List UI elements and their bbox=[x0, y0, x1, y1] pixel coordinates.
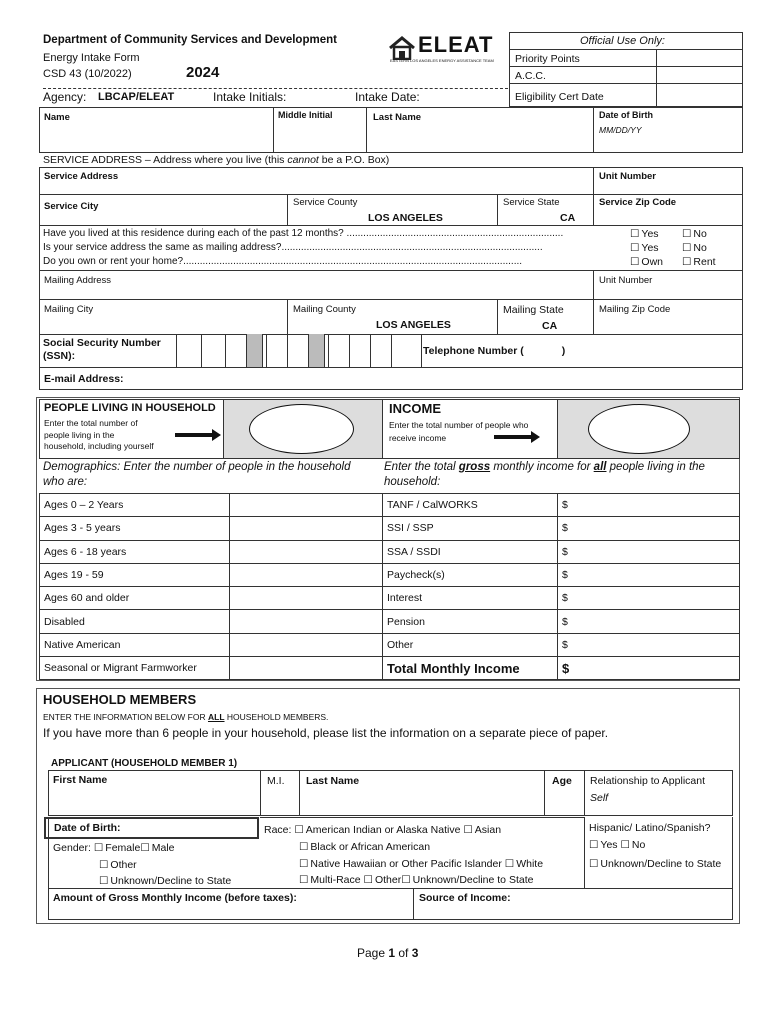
service-address-label: Service Address bbox=[44, 171, 119, 182]
hispanic-yes-checkbox[interactable]: ☐ Yes bbox=[589, 839, 618, 851]
service-address-intro: SERVICE ADDRESS – Address where you live (this cannot be a P.O. Box) bbox=[43, 154, 390, 166]
form-code: CSD 43 (10/2022) bbox=[43, 68, 132, 80]
race-pacific-islander-checkbox[interactable]: ☐ Native Hawaiian or Other Pacific Islander bbox=[299, 858, 502, 870]
priority-points-value[interactable] bbox=[656, 49, 743, 67]
female-checkbox[interactable]: ☐ Female bbox=[94, 842, 140, 854]
service-county-label: Service County bbox=[293, 197, 358, 208]
table-row bbox=[40, 540, 383, 563]
table-row bbox=[383, 633, 740, 656]
mailing-city-label: Mailing City bbox=[44, 304, 94, 315]
priority-points-cell[interactable] bbox=[509, 49, 657, 67]
agency-line bbox=[43, 88, 508, 89]
income-amount-input[interactable]: $ bbox=[558, 540, 740, 563]
race-unknown-checkbox[interactable]: ☐ Unknown/Decline to State bbox=[401, 874, 533, 886]
demographic-label: Ages 6 - 18 years bbox=[40, 540, 230, 563]
demographic-count-input[interactable] bbox=[230, 610, 383, 633]
question-residence: Have you lived at this residence during each of the past 12 months? .............................................................................. bbox=[43, 228, 564, 239]
members-instruction: ENTER THE INFORMATION BELOW FOR ALL HOUSEHOLD MEMBERS. bbox=[43, 712, 329, 722]
race-top-border bbox=[260, 817, 584, 818]
email-field[interactable] bbox=[39, 367, 743, 390]
household-title: PEOPLE LIVING IN HOUSEHOLD bbox=[44, 402, 216, 414]
acc-cell[interactable] bbox=[509, 66, 657, 84]
mailing-state-value: CA bbox=[542, 320, 558, 332]
demographic-count-input[interactable] bbox=[230, 494, 383, 517]
ssn-digit-boxes[interactable] bbox=[176, 334, 422, 368]
form-year: 2024 bbox=[186, 64, 220, 81]
income-count-input[interactable] bbox=[588, 404, 690, 454]
income-title: INCOME bbox=[389, 401, 441, 416]
intake-initials-label[interactable]: Intake Initials: bbox=[213, 90, 287, 104]
middle-initial-field[interactable] bbox=[273, 107, 367, 153]
income-source-field[interactable] bbox=[413, 888, 733, 920]
race-white-checkbox[interactable]: ☐ White bbox=[505, 858, 543, 870]
demographics-heading: Demographics: Enter the number of people in the household who are: bbox=[43, 461, 351, 488]
mi-label: M.I. bbox=[267, 775, 285, 787]
race-black-checkbox[interactable]: ☐ Black or African American bbox=[299, 841, 430, 853]
income-source-label: Source of Income: bbox=[419, 892, 511, 904]
relationship-label: Relationship to Applicant bbox=[590, 775, 705, 787]
income-amount-input[interactable]: $ bbox=[558, 587, 740, 610]
mailing-county-label: Mailing County bbox=[293, 304, 356, 315]
hispanic-yes-no bbox=[589, 839, 645, 851]
age-label: Age bbox=[552, 775, 572, 787]
gross-income-label: Amount of Gross Monthly Income (before taxes): bbox=[53, 892, 297, 904]
service-state-value: CA bbox=[560, 212, 576, 224]
household-arrow-icon bbox=[175, 433, 213, 437]
service-zip-label: Service Zip Code bbox=[599, 197, 677, 208]
relationship-value: Self bbox=[590, 792, 609, 804]
table-row bbox=[383, 657, 740, 680]
email-label: E-mail Address: bbox=[44, 373, 124, 385]
dob-format: MM/DD/YY bbox=[599, 125, 642, 135]
income-source-label: Interest bbox=[383, 587, 558, 610]
income-source-label: Paycheck(s) bbox=[383, 563, 558, 586]
residence-no-checkbox[interactable]: ☐ No bbox=[682, 228, 707, 240]
service-address-field[interactable] bbox=[39, 167, 594, 195]
service-city-field[interactable] bbox=[39, 194, 288, 226]
income-amount-input[interactable]: $ bbox=[558, 563, 740, 586]
mailing-address-field[interactable] bbox=[39, 270, 594, 300]
acc-label: A.C.C. bbox=[515, 70, 546, 82]
phone-label: Telephone Number ( ) bbox=[423, 345, 566, 357]
demographic-label: Disabled bbox=[40, 610, 230, 633]
mailing-address-label: Mailing Address bbox=[44, 275, 112, 286]
service-unit-label: Unit Number bbox=[599, 171, 656, 182]
first-name-label: First Name bbox=[53, 774, 108, 786]
table-row bbox=[383, 587, 740, 610]
income-desc: Enter the total number of people who receive income bbox=[389, 420, 529, 443]
official-use-title-cell bbox=[509, 32, 743, 50]
relationship-field bbox=[584, 770, 733, 816]
table-row bbox=[40, 633, 383, 656]
gross-income-field[interactable] bbox=[48, 888, 414, 920]
demographic-count-input[interactable] bbox=[230, 633, 383, 656]
table-row bbox=[40, 610, 383, 633]
household-title-cell bbox=[39, 399, 224, 459]
table-row bbox=[383, 540, 740, 563]
race-row-3 bbox=[299, 858, 543, 870]
demographic-count-input[interactable] bbox=[230, 657, 383, 680]
eligibility-label: Eligibility Cert Date bbox=[515, 91, 604, 103]
income-amount-input[interactable]: $ bbox=[558, 633, 740, 656]
income-amount-input[interactable]: $ bbox=[558, 494, 740, 517]
mailing-state-field[interactable] bbox=[497, 299, 594, 335]
question-mailing-same: Is your service address the same as mailing address?.............................................................................................. bbox=[43, 242, 543, 253]
income-arrow-icon bbox=[494, 435, 532, 439]
income-source-label: Other bbox=[383, 633, 558, 656]
page-number: Page 1 of 3 bbox=[357, 946, 419, 960]
logo-tagline: EASTERN LOS ANGELES ENERGY ASSISTANCE TEAM bbox=[390, 58, 494, 63]
mailing-state-label: Mailing State bbox=[503, 304, 564, 316]
mailing-unit-field[interactable] bbox=[593, 270, 743, 300]
members-note: If you have more than 6 people in your household, please list the information on a separate piece of paper. bbox=[43, 726, 609, 740]
logo-text: ELEAT bbox=[418, 32, 494, 57]
mailing-same-no-checkbox[interactable]: ☐ No bbox=[682, 242, 707, 254]
demographics-table bbox=[39, 493, 383, 680]
table-row bbox=[40, 517, 383, 540]
demographic-label: Seasonal or Migrant Farmworker bbox=[40, 657, 230, 680]
demographic-label: Native American bbox=[40, 633, 230, 656]
mailing-same-yes-checkbox[interactable]: ☐ Yes bbox=[630, 242, 659, 254]
eligibility-cell[interactable] bbox=[509, 83, 657, 107]
total-income-input[interactable]: $ bbox=[558, 657, 740, 680]
official-use-title: Official Use Only: bbox=[580, 35, 665, 47]
race-american-indian-checkbox[interactable]: ☐ American Indian or Alaska Native bbox=[294, 824, 460, 836]
own-checkbox[interactable]: ☐ Own bbox=[630, 256, 663, 268]
question-own-rent: Do you own or rent your home?.......................................................................................................................... bbox=[43, 256, 523, 267]
income-source-label: TANF / CalWORKS bbox=[383, 494, 558, 517]
name-field[interactable] bbox=[39, 107, 274, 153]
race-other-checkbox[interactable]: ☐ Other bbox=[364, 874, 402, 886]
income-heading: Enter the total gross monthly income for all people living in the household: bbox=[384, 461, 705, 488]
income-table bbox=[382, 493, 740, 680]
member-last-name-label: Last Name bbox=[306, 775, 360, 787]
service-zip-field[interactable] bbox=[593, 194, 743, 226]
mailing-county-field[interactable] bbox=[287, 299, 498, 335]
demographic-label: Ages 0 – 2 Years bbox=[40, 494, 230, 517]
table-row bbox=[383, 563, 740, 586]
income-source-label: Pension bbox=[383, 610, 558, 633]
applicant-title: APPLICANT (HOUSEHOLD MEMBER 1) bbox=[51, 758, 238, 769]
priority-points-label: Priority Points bbox=[515, 53, 580, 65]
gender-label: Gender: ☐ Female☐ Male bbox=[53, 842, 175, 854]
department-title: Department of Community Services and Development bbox=[43, 34, 337, 46]
members-title: HOUSEHOLD MEMBERS bbox=[43, 692, 197, 707]
member-age-field[interactable] bbox=[544, 770, 585, 816]
race-label: Race: bbox=[264, 824, 292, 836]
race-asian-checkbox[interactable]: ☐ Asian bbox=[463, 824, 501, 836]
mailing-zip-label: Mailing Zip Code bbox=[599, 304, 671, 315]
mailing-county-value: LOS ANGELES bbox=[376, 319, 451, 331]
mailing-unit-label: Unit Number bbox=[599, 275, 653, 286]
demographic-label: Ages 19 - 59 bbox=[40, 563, 230, 586]
last-name-field[interactable] bbox=[366, 107, 594, 153]
eleat-logo bbox=[388, 34, 506, 62]
service-county-field[interactable] bbox=[287, 194, 498, 226]
race-multi-checkbox[interactable]: ☐ Multi-Race bbox=[299, 874, 361, 886]
hispanic-divider bbox=[584, 817, 585, 889]
intake-date-label[interactable]: Intake Date: bbox=[355, 90, 420, 104]
table-row bbox=[40, 587, 383, 610]
demographic-count-input[interactable] bbox=[230, 540, 383, 563]
acc-value[interactable] bbox=[656, 66, 743, 84]
service-city-label: Service City bbox=[44, 201, 99, 212]
last-name-label: Last Name bbox=[373, 112, 422, 123]
member-dob-label: Date of Birth: bbox=[54, 822, 121, 834]
member-first-name-field[interactable] bbox=[48, 770, 261, 816]
dob-label: Date of Birth bbox=[599, 110, 653, 120]
form-name: Energy Intake Form bbox=[43, 52, 140, 64]
table-row bbox=[40, 494, 383, 517]
race-row-4 bbox=[299, 874, 533, 886]
income-amount-input[interactable]: $ bbox=[558, 517, 740, 540]
income-amount-input[interactable]: $ bbox=[558, 610, 740, 633]
income-source-label: SSI / SSP bbox=[383, 517, 558, 540]
household-count-input[interactable] bbox=[249, 404, 354, 454]
table-row bbox=[383, 517, 740, 540]
demographic-label: Ages 60 and older bbox=[40, 587, 230, 610]
race-row-1 bbox=[264, 824, 501, 836]
table-row bbox=[383, 494, 740, 517]
hispanic-label: Hispanic/ Latino/Spanish? bbox=[589, 822, 711, 834]
service-state-label: Service State bbox=[503, 197, 560, 208]
male-checkbox[interactable]: ☐ Male bbox=[140, 842, 174, 854]
table-row bbox=[383, 610, 740, 633]
total-income-label: Total Monthly Income bbox=[383, 657, 558, 680]
service-state-field[interactable] bbox=[497, 194, 594, 226]
service-unit-field[interactable] bbox=[593, 167, 743, 195]
service-county-value: LOS ANGELES bbox=[368, 212, 443, 224]
name-label: Name bbox=[44, 112, 70, 123]
member-mi-field[interactable] bbox=[260, 770, 300, 816]
demographic-count-input[interactable] bbox=[230, 587, 383, 610]
income-title-cell bbox=[382, 399, 558, 459]
ssn-label: Social Security Number (SSN): bbox=[43, 337, 161, 362]
eligibility-value[interactable] bbox=[656, 83, 743, 107]
demographic-label: Ages 3 - 5 years bbox=[40, 517, 230, 540]
agency-label: Agency: bbox=[43, 90, 87, 104]
hispanic-unknown-checkbox[interactable]: ☐ Unknown/Decline to State bbox=[589, 856, 729, 872]
household-desc: Enter the total number of people living in the household, including yourself bbox=[44, 418, 154, 451]
gender-unknown-checkbox[interactable]: ☐ Unknown/Decline to State bbox=[99, 875, 231, 887]
member-last-name-field[interactable] bbox=[299, 770, 545, 816]
rent-checkbox[interactable]: ☐ Rent bbox=[682, 256, 716, 268]
mailing-city-field[interactable] bbox=[39, 299, 288, 335]
middle-initial-label: Middle Initial bbox=[278, 110, 333, 120]
table-row bbox=[40, 563, 383, 586]
dob-field[interactable] bbox=[593, 107, 743, 153]
residence-yes-checkbox[interactable]: ☐ Yes bbox=[630, 228, 659, 240]
income-source-label: SSA / SSDI bbox=[383, 540, 558, 563]
demographic-count-input[interactable] bbox=[230, 563, 383, 586]
demographic-count-input[interactable] bbox=[230, 517, 383, 540]
agency-value[interactable]: LBCAP/ELEAT bbox=[98, 91, 175, 103]
mailing-zip-field[interactable] bbox=[593, 299, 743, 335]
table-row bbox=[40, 657, 383, 680]
hispanic-no-checkbox[interactable]: ☐ No bbox=[620, 839, 645, 851]
gender-other-checkbox[interactable]: ☐ Other bbox=[99, 859, 137, 871]
house-icon bbox=[388, 36, 416, 60]
